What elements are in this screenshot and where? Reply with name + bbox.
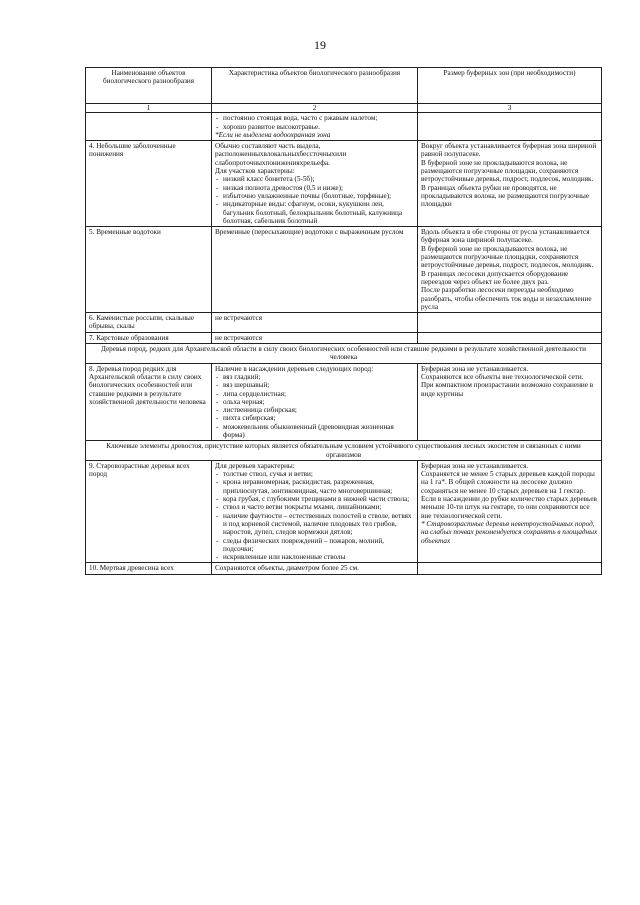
characteristic-item: - липа сердцелистная; xyxy=(215,390,414,398)
row-buffer xyxy=(418,141,602,227)
characteristic-intro: Для участков характерны: xyxy=(215,167,295,176)
characteristic-item: - хорошо развитое высокотравье. xyxy=(215,123,414,131)
table-row xyxy=(86,141,602,227)
characteristic-item: - низкий класс бонитета (5-5б); xyxy=(215,175,414,183)
buffer-note: * Старовозрастные деревья неветроустойчивых пород, на слабых почвах рекомендуется сохранять в площадных объектах xyxy=(421,519,598,545)
section-heading-rare-trees: Деревья пород, редких для Архангельской области в силу своих биологических особенностей или ставшие редкими в результате хозяйственной деятельности человека xyxy=(86,344,602,364)
characteristic-note: *Если не выделена водоохранная зона xyxy=(215,130,331,139)
row-buffer xyxy=(418,563,602,574)
table-row xyxy=(86,563,602,574)
buffer-paragraph: В буферной зоне не прокладываются волока, не размещаются погрузочные площадки, сохраняются ветроустойчивые деревья, подрост, подлесок, молодняк. xyxy=(421,244,594,270)
characteristic-intro: Наличие в насаждении деревьев следующих пород: xyxy=(215,364,374,373)
header-characteristic: Характеристика объектов биологического разнообразия xyxy=(212,68,418,104)
table-row xyxy=(86,313,602,333)
characteristic-item: - избыточно увлажненные почвы (болотные, торфяные); xyxy=(215,192,414,200)
section-row xyxy=(86,344,602,364)
section-heading-key-elements: Ключевые элементы древостоя, присутствие которых является обязательным условием устойчивого существования лесных экосистем и связанных с ними организмов xyxy=(86,441,602,461)
table-row xyxy=(86,332,602,343)
buffer-paragraph: Вдоль объекта в обе стороны от русла устанавливается буферная зона шириной полупасеке. xyxy=(421,228,590,245)
characteristic-item: - искривленные или наклоненные стволы xyxy=(215,553,414,561)
row-name: 9. Старовозрастные деревья всех пород xyxy=(86,460,212,563)
row-buffer xyxy=(418,363,602,441)
buffer-paragraph: Сохраняются все объекты вне технологической сети. xyxy=(421,372,584,381)
characteristic-item: - пихта сибирская; xyxy=(215,414,414,422)
row-name: 6. Каменистые россыпи, скальные обрывы, скалы xyxy=(86,313,212,333)
column-number-2: 2 xyxy=(212,104,418,113)
table-row xyxy=(86,460,602,563)
buffer-paragraph: Буферная зона не устанавливается. xyxy=(421,461,529,470)
column-number-3: 3 xyxy=(418,104,602,113)
column-number-row xyxy=(86,104,602,113)
characteristic-item: - вяз гладкий; xyxy=(215,373,414,381)
row-name: 10. Мертвая древесина всех xyxy=(86,563,212,574)
buffer-paragraph: В буферной зоне не прокладываются волока, не размещаются погрузочные площадки, сохраняются ветроустойчивые деревья, подрост, подлесок, молодняк. xyxy=(421,158,594,184)
table-row xyxy=(86,113,602,141)
row-name: 7. Карстовые образования xyxy=(86,332,212,343)
buffer-paragraph: Буферная зона не устанавливается. xyxy=(421,364,529,373)
characteristic-item: - толстые ствол, сучья и ветви; xyxy=(215,470,414,478)
characteristic-item: - ольха черная; xyxy=(215,398,414,406)
row-name: 8. Деревья пород редких для Архангельской области в силу своих биологических особенностей или ставшие редкими в результате хозяйственной деятельности человека xyxy=(86,363,212,441)
row-characteristic xyxy=(212,460,418,563)
characteristic-item: - лиственница сибирская; xyxy=(215,406,414,414)
header-object-name: Наименование объектов биологического разнообразия xyxy=(86,68,212,104)
row-characteristic: не встречаются xyxy=(212,313,418,333)
buffer-paragraph: При компактном произрастании возможно сохранение в виде куртины xyxy=(421,381,594,398)
row-name: 5. Временные водотоки xyxy=(86,227,212,313)
row-buffer xyxy=(418,460,602,563)
buffer-paragraph: Вокруг объекта устанавливается буферная зона шириной равной полупасеке. xyxy=(421,142,597,159)
characteristic-item: - крона неравномерная, раскидистая, разреженная, приплюснутая, зонтиковидная, часто многовершинная; xyxy=(215,478,414,495)
characteristic-intro: Для деревьев характерны: xyxy=(215,461,295,470)
header-buffer-size: Размер буферных зон (при необходимости) xyxy=(418,68,602,104)
characteristic-item: - можжевельник обыкновенный (древовидная жизненная форма) xyxy=(215,423,414,440)
characteristic-item: - следы физических повреждений – пожаров, молний, подсочки; xyxy=(215,537,414,554)
buffer-paragraph: После разработки лесосеки переезды необходимо разобрать, чтобы обеспечить ток воды и незахламление русла xyxy=(421,286,592,311)
characteristic-item: - наличие фаутности – естественных полостей в стволе, ветвях и под корневой системой, наличие плодовых тел грибов, наростов, дупел, следов кормежки дятлов; xyxy=(215,512,414,537)
row-name: 4. Небольшие заболоченные понижения xyxy=(86,141,212,227)
characteristic-item: - постоянно стоящая вода, часто с ржавым налетом; xyxy=(215,114,414,122)
row-characteristic: Временные (пересыхающие) водотоки с выраженным руслом xyxy=(212,227,418,313)
table-row xyxy=(86,363,602,441)
characteristic-item: - низкая полнота древостоя (0,5 и ниже); xyxy=(215,184,414,192)
buffer-paragraph: Сохраняется не менее 5 старых деревьев каждой породы на 1 га*. В общей сложности на лесосеке должно сохраняться не менее 10 старых деревьев на 1 гектар. xyxy=(421,470,595,495)
buffer-paragraph: Если в насаждении до рубки количество старых деревьев меньше 10-ти штук на гектаре, то они сохраняются все вне технологической сети. xyxy=(421,495,597,520)
characteristic-intro: Обычно составляют часть выдела, расположенныхвлокальныхбессточныхили слабопроточныхпониженияхрельефа. xyxy=(215,142,347,167)
characteristic-item: - вяз шершавый; xyxy=(215,381,414,389)
buffer-paragraph: В границах лесосеки допускается оборудование переездов через объект не более двух раз. xyxy=(421,269,569,286)
characteristic-item: - индикаторные виды: сфагнум, осоки, кукушкин лен, багульник болотный, белокрыльник болотный, калужница болотная, сабельник болотный xyxy=(215,200,414,225)
biodiversity-table xyxy=(85,67,602,575)
row-buffer xyxy=(418,113,602,141)
row-buffer xyxy=(418,332,602,343)
table-row xyxy=(86,227,602,313)
row-buffer xyxy=(418,313,602,333)
row-characteristic xyxy=(212,363,418,441)
row-characteristic xyxy=(212,113,418,141)
row-characteristic xyxy=(212,141,418,227)
row-characteristic: не встречаются xyxy=(212,332,418,343)
characteristic-item: - ствол и часто ветви покрыты мхами, лишайниками; xyxy=(215,503,414,511)
row-buffer xyxy=(418,227,602,313)
row-characteristic: Сохраняются объекты, диаметром более 25 см. xyxy=(212,563,418,574)
table-header-row xyxy=(86,68,602,104)
column-number-1: 1 xyxy=(86,104,212,113)
section-row xyxy=(86,441,602,461)
row-name xyxy=(86,113,212,141)
page-number: 19 xyxy=(314,38,326,52)
characteristic-item: - кора грубая, с глубокими трещинами в нижней части ствола; xyxy=(215,495,414,503)
buffer-paragraph: В границах объекта рубки не проводятся, не прокладываются волока, не размещаются погрузочные площадки xyxy=(421,183,590,209)
